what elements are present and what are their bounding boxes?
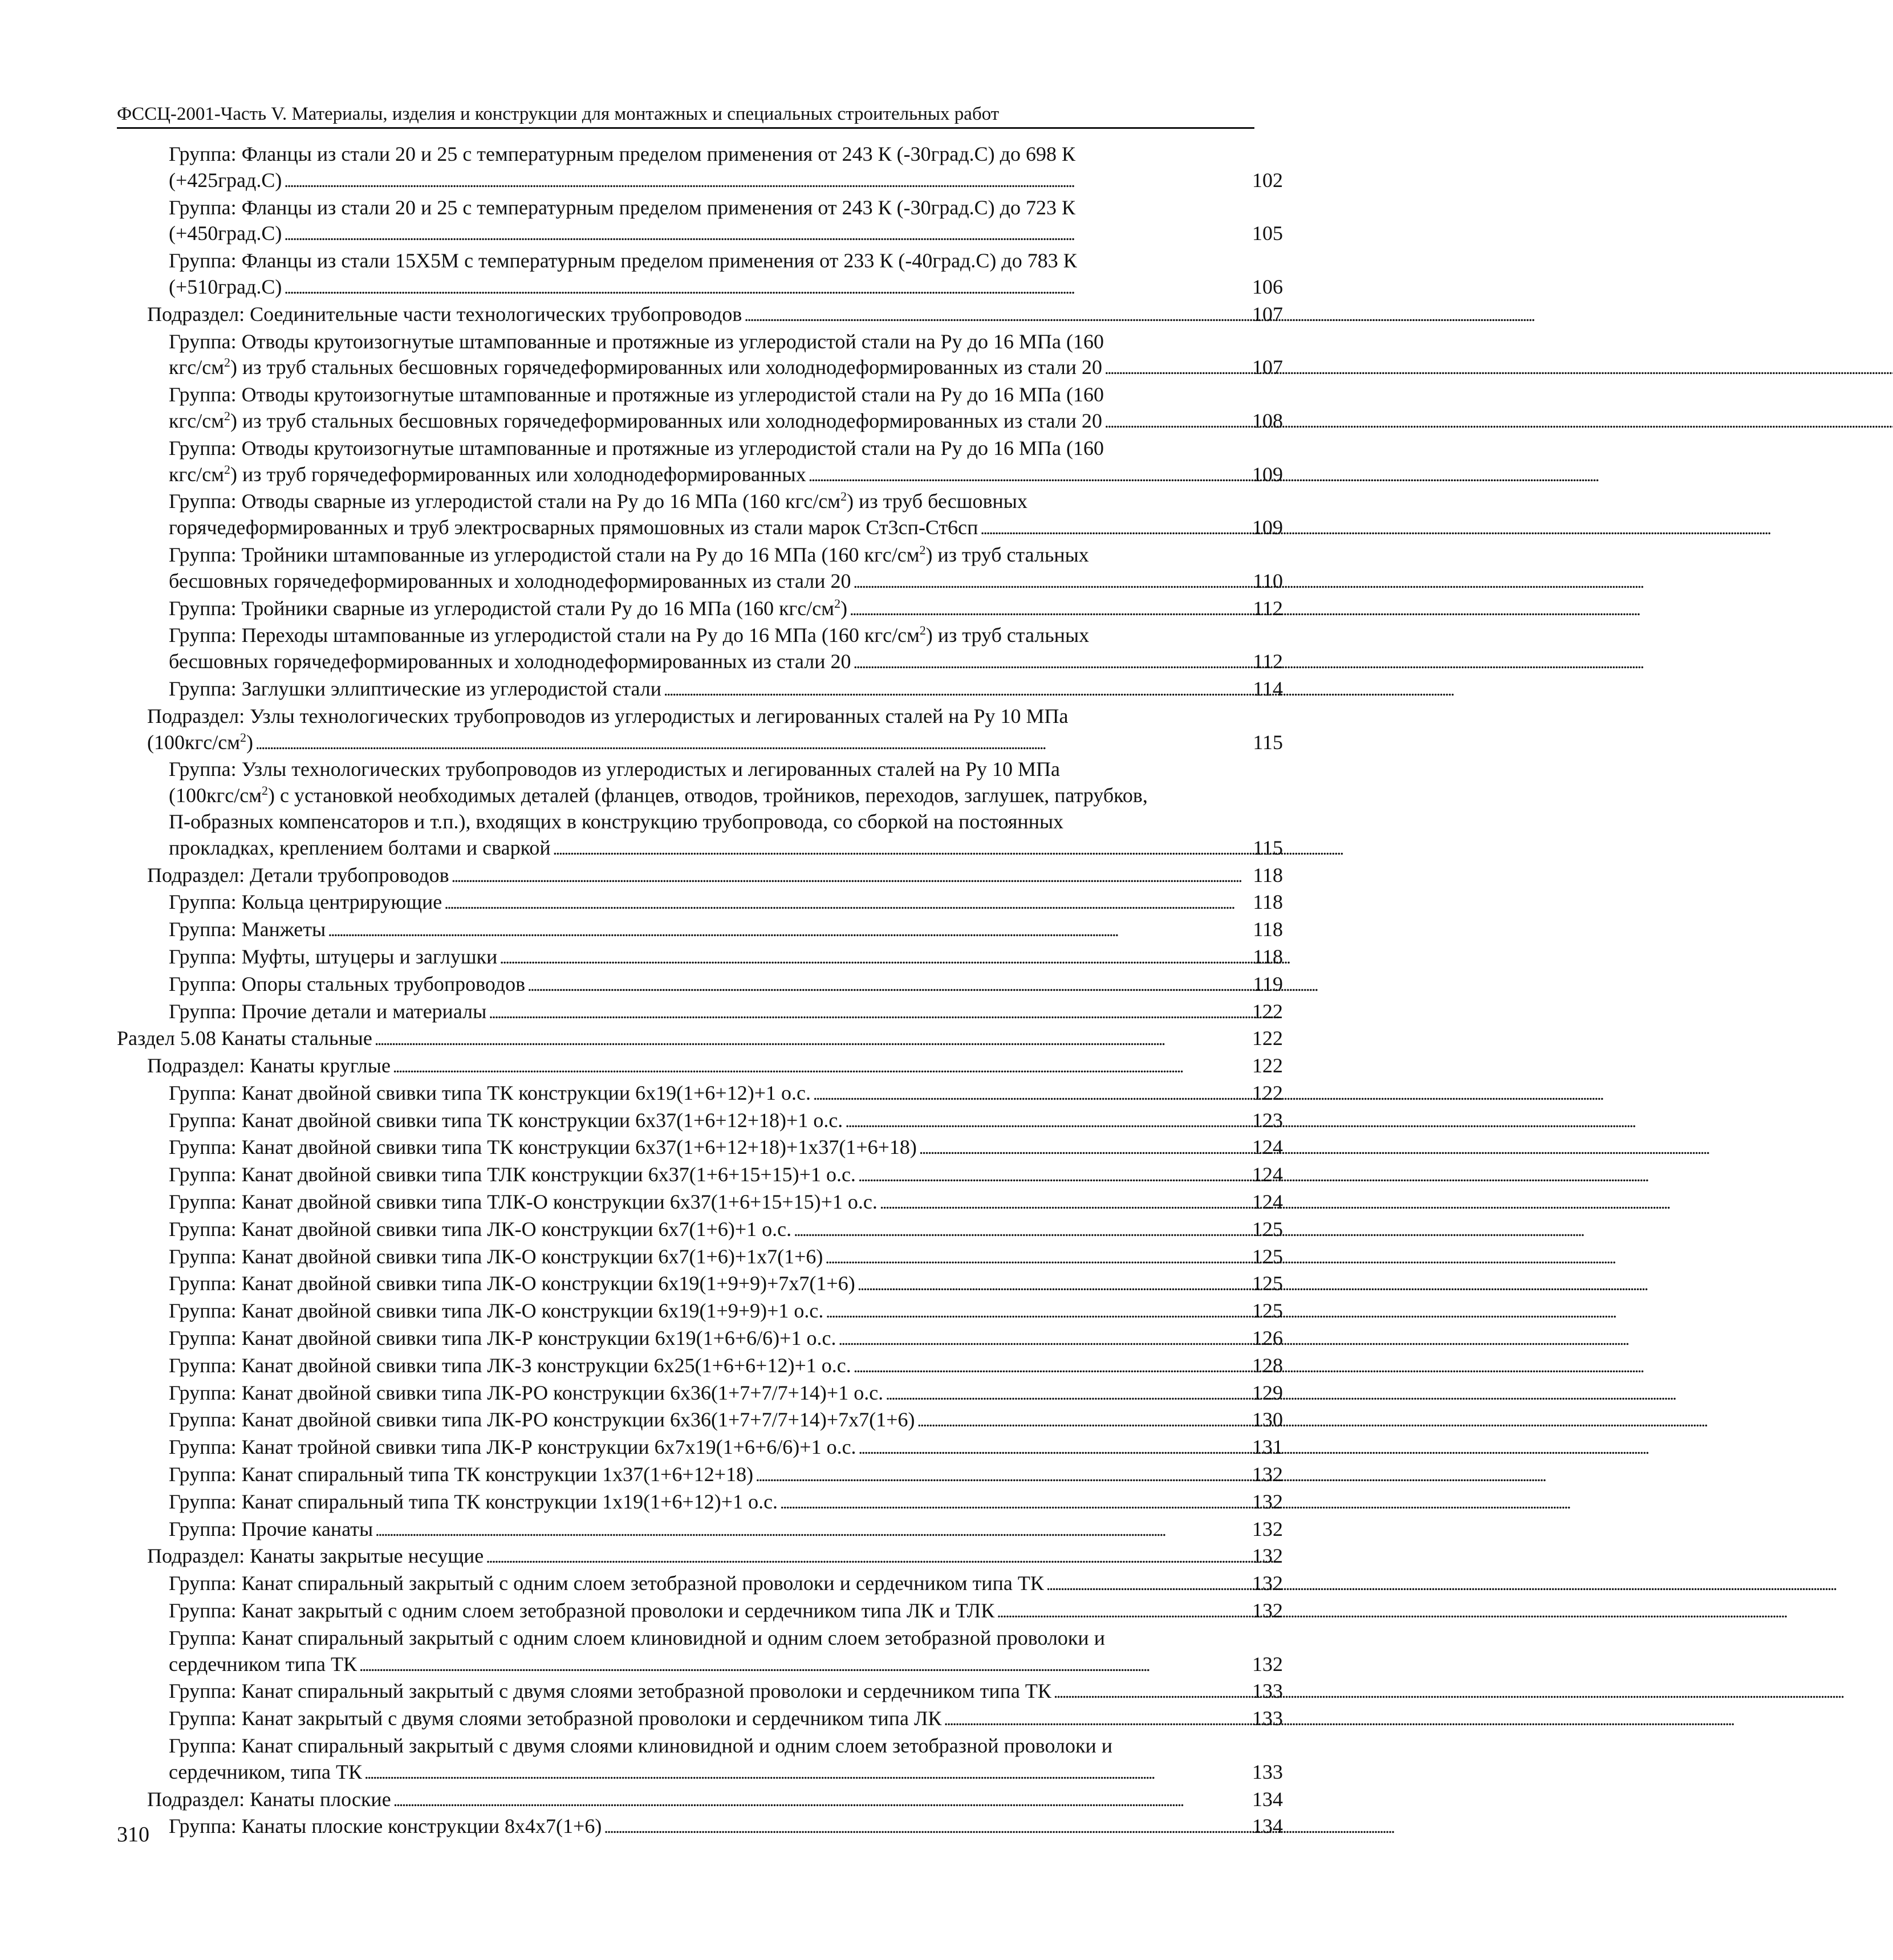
toc-entry (169, 329, 1283, 383)
toc-entry (169, 195, 1283, 249)
toc-entry (169, 489, 1283, 542)
toc-entry (169, 1434, 1283, 1462)
toc-page-number: 132 (1252, 1544, 1283, 1568)
toc-entry-last-line (169, 408, 1283, 436)
toc-entry-line: Группа: Фланцы из стали 15Х5М с температурным пределом применения от 233 К (-40град.С) до 783 К (169, 249, 1077, 273)
toc-page-number: 122 (1252, 1081, 1283, 1104)
toc-entry-last-line (169, 568, 1283, 596)
toc-entry-last-line (169, 1108, 1283, 1135)
toc-entry-title: Группа: Канат двойной свивки типа ЛК-З конструкции 6х25(1+6+6+12)+1 о.с. (169, 1353, 851, 1377)
dot-leader (809, 462, 1246, 489)
table-of-contents (0, 141, 1385, 1841)
dot-leader (489, 999, 1246, 1026)
toc-entry (169, 1217, 1283, 1244)
toc-page-number: 132 (1252, 1599, 1283, 1623)
dot-leader (284, 221, 1246, 248)
toc-entry-last-line (169, 835, 1283, 863)
toc-entry-last-line (169, 1489, 1283, 1516)
toc-page-number: 114 (1253, 677, 1283, 700)
toc-page-number: 129 (1252, 1381, 1283, 1404)
toc-entry-title: Группа: Манжеты (169, 918, 326, 941)
toc-entry-line: Группа: Переходы штампованные из углеродистой стали на Ру до 16 МПа (160 кгс/$см^2$) из труб стальных (169, 623, 1090, 647)
toc-entry-title: Группа: Канат закрытый с двумя слоями зетобразной проволоки и сердечником типа ЛК (169, 1707, 942, 1730)
toc-entry-last-line (169, 1298, 1283, 1325)
toc-page-number: 122 (1252, 1054, 1283, 1077)
toc-page-number: 118 (1253, 863, 1283, 887)
toc-entry (169, 1080, 1283, 1108)
toc-page-number: 118 (1253, 918, 1283, 941)
dot-leader (486, 1543, 1246, 1571)
toc-entry (169, 1162, 1283, 1189)
toc-page-number: 122 (1252, 999, 1283, 1023)
toc-entry-title: кгс/$см^2$) из труб стальных бесшовных горячедеформированных или холоднодеформированных из стали 20 (169, 408, 1103, 432)
toc-entry (169, 944, 1283, 971)
toc-page-number: 125 (1252, 1217, 1283, 1241)
toc-entry-last-line (169, 1434, 1283, 1462)
toc-page-number: 133 (1252, 1760, 1283, 1783)
dot-leader (364, 1759, 1246, 1787)
toc-entry (169, 676, 1283, 704)
toc-entry-last-line (169, 1353, 1283, 1380)
toc-entry-title: Группа: Канат двойной свивки типа ТЛК конструкции 6х37(1+6+15+15)+1 о.с. (169, 1163, 856, 1186)
toc-entry-last-line (169, 649, 1283, 676)
toc-entry-last-line (147, 730, 1283, 757)
toc-entry (169, 1298, 1283, 1325)
toc-entry (169, 1598, 1283, 1625)
toc-entry-title: Группа: Тройники сварные из углеродистой стали Ру до 16 МПа (160 кгс/$см^2$) (169, 596, 848, 620)
toc-entry-title: Группа: Канат двойной свивки типа ЛК-Р конструкции 6х19(1+6+6/6)+1 о.с. (169, 1327, 836, 1350)
toc-entry (169, 1271, 1283, 1298)
toc-entry-title: Группа: Канат закрытый с одним слоем зетобразной проволоки и сердечником типа ЛК и ТЛК (169, 1599, 995, 1623)
toc-page-number: 132 (1252, 1490, 1283, 1513)
toc-entry-title: Группа: Опоры стальных трубопроводов (169, 972, 526, 995)
running-header: ФССЦ-2001-Часть V. Материалы, изделия и конструкции для монтажных и специальных строительных работ (117, 101, 1254, 129)
toc-entry (169, 596, 1283, 623)
dot-leader (744, 302, 1246, 329)
toc-entry-last-line (169, 1678, 1283, 1706)
toc-entry-title: (+510град.С) (169, 275, 282, 298)
toc-entry-title: бесшовных горячедеформированных и холоднодеформированных из стали 20 (169, 650, 851, 673)
toc-entry-title: Группа: Канат двойной свивки типа ТК конструкции 6х37(1+6+12+18)+1 о.с. (169, 1108, 843, 1132)
dot-leader (859, 1434, 1246, 1462)
toc-page-number: 115 (1253, 730, 1283, 754)
dot-leader (255, 730, 1246, 757)
toc-entry (169, 1380, 1283, 1408)
toc-entry (169, 1516, 1283, 1544)
toc-entry (169, 999, 1283, 1026)
toc-page-number: 134 (1252, 1815, 1283, 1838)
toc-page-number: 118 (1253, 945, 1283, 968)
toc-entry (169, 1189, 1283, 1217)
toc-page-number: 134 (1252, 1787, 1283, 1811)
toc-entry-last-line (169, 1813, 1283, 1841)
toc-page-number: 107 (1252, 302, 1283, 326)
toc-entry (147, 704, 1283, 757)
toc-entry (169, 1108, 1283, 1135)
toc-entry (169, 623, 1283, 676)
dot-leader (917, 1407, 1246, 1434)
toc-entry (169, 1813, 1283, 1841)
toc-entry-title: кгс/$см^2$) из труб стальных бесшовных горячедеформированных или холоднодеформированных из стали 20 (169, 355, 1103, 379)
toc-page-number: 102 (1252, 168, 1283, 192)
toc-entry-line: Группа: Отводы крутоизогнутые штампованные и протяжные из углеродистой стали на Ру до 16 МПа (160 (169, 383, 1104, 406)
toc-page-number: 108 (1252, 409, 1283, 432)
dot-leader (919, 1134, 1246, 1162)
toc-entry-last-line (169, 1759, 1283, 1787)
toc-page-number: 124 (1252, 1163, 1283, 1186)
toc-entry-title: Группа: Канат двойной свивки типа ЛК-РО конструкции 6х36(1+7+7/7+14)+7х7(1+6) (169, 1408, 915, 1432)
toc-page-number: 125 (1252, 1245, 1283, 1268)
dot-leader (885, 1380, 1246, 1408)
dot-leader (375, 1026, 1246, 1053)
toc-entry (169, 1407, 1283, 1434)
toc-entry-line: Группа: Тройники штампованные из углеродистой стали на Ру до 16 МПа (160 кгс/$см^2$) из труб стальных (169, 542, 1089, 566)
toc-entry-last-line (147, 302, 1283, 329)
toc-page-number: 109 (1252, 462, 1283, 486)
toc-entry-title: Группа: Канат спиральный типа ТК конструкции 1х37(1+6+12+18) (169, 1463, 754, 1486)
toc-entry (169, 1325, 1283, 1353)
toc-entry-title: Группа: Канат двойной свивки типа ЛК-О конструкции 6х7(1+6)+1 о.с. (169, 1217, 792, 1241)
toc-page-number: 124 (1252, 1190, 1283, 1214)
toc-entry-title: Подраздел: Детали трубопроводов (147, 863, 449, 887)
toc-entry-last-line (169, 1598, 1283, 1625)
toc-entry-title: Группа: Канат двойной свивки типа ЛК-О конструкции 6х19(1+9+9)+1 о.с. (169, 1299, 824, 1323)
toc-entry (169, 1134, 1283, 1162)
toc-entry (169, 1244, 1283, 1271)
toc-page-number: 119 (1253, 972, 1283, 995)
toc-entry-title: Группа: Прочие детали и материалы (169, 999, 487, 1023)
toc-entry-last-line (169, 1407, 1283, 1434)
toc-entry-last-line (169, 1080, 1283, 1108)
toc-entry-title: Группа: Муфты, штуцеры и заглушки (169, 945, 498, 968)
dot-leader (858, 1162, 1246, 1189)
toc-entry-last-line (169, 1706, 1283, 1733)
dot-leader (850, 596, 1246, 623)
toc-page-number: 128 (1252, 1353, 1283, 1377)
toc-entry (147, 1543, 1283, 1571)
toc-entry-last-line (169, 676, 1283, 704)
toc-entry-title: $(100кгс/см^2)$ (147, 730, 253, 754)
dot-leader (880, 1189, 1246, 1217)
toc-entry-last-line (169, 1271, 1283, 1298)
toc-entry-title: Группа: Заглушки эллиптические из углеродистой стали (169, 677, 662, 700)
toc-page-number: 109 (1252, 516, 1283, 539)
toc-entry-line: Группа: Узлы технологических трубопроводов из углеродистых и легированных сталей на Ру 10 МПа (169, 758, 1061, 781)
dot-leader (393, 1787, 1246, 1814)
dot-leader (375, 1516, 1246, 1544)
toc-entry-line: Группа: Фланцы из стали 20 и 25 с температурным пределом применения от 243 К (-30град.С) до 723 К (169, 196, 1075, 219)
dot-leader (794, 1217, 1246, 1244)
toc-entry-title: сердечником, типа ТК (169, 1760, 362, 1783)
toc-entry-last-line (169, 917, 1283, 944)
toc-entry-title: (+425град.С) (169, 168, 282, 192)
toc-entry-last-line (169, 1189, 1283, 1217)
toc-entry-title: Группа: Канат двойной свивки типа ТЛК-О конструкции 6х37(1+6+15+15)+1 о.с. (169, 1190, 878, 1214)
toc-entry-last-line (169, 515, 1283, 542)
dot-leader (755, 1462, 1246, 1489)
toc-page-number: 124 (1252, 1136, 1283, 1159)
toc-entry-last-line (169, 1162, 1283, 1189)
dot-leader (838, 1325, 1246, 1353)
toc-page-number: 132 (1252, 1463, 1283, 1486)
toc-entry-last-line (169, 1244, 1283, 1271)
toc-entry-title: Подраздел: Канаты круглые (147, 1054, 391, 1077)
dot-leader (825, 1244, 1246, 1271)
toc-entry-last-line (169, 1325, 1283, 1353)
dot-leader (944, 1706, 1246, 1733)
toc-entry-title: Группа: Канат двойной свивки типа ЛК-О конструкции 6х19(1+9+9)+7х7(1+6) (169, 1272, 855, 1295)
dot-leader (858, 1271, 1246, 1298)
toc-entry-last-line (169, 1134, 1283, 1162)
toc-entry (169, 1571, 1283, 1598)
toc-entry-last-line (169, 1516, 1283, 1544)
dot-leader (527, 971, 1246, 999)
toc-entry-title: (+450град.С) (169, 222, 282, 245)
toc-entry-title: Группа: Прочие канаты (169, 1517, 373, 1540)
toc-entry-last-line (169, 999, 1283, 1026)
toc-entry-title: кгс/$см^2$) из труб горячедеформированных или холоднодеформированных (169, 462, 806, 486)
toc-entry-title: горячедеформированных и труб электросварных прямошовных из стали марок Ст3сп-Ст6сп (169, 516, 978, 539)
dot-leader (444, 889, 1246, 917)
toc-entry-title: Группа: Кольца центрирующие (169, 890, 442, 914)
dot-leader (604, 1813, 1246, 1841)
toc-entry-line: П-образных компенсаторов и т.п.), входящих в конструкцию трубопровода, со сборкой на постоянных (169, 810, 1064, 833)
dot-leader (359, 1652, 1246, 1679)
toc-entry-last-line (169, 1217, 1283, 1244)
toc-entry-title: бесшовных горячедеформированных и холоднодеформированных из стали 20 (169, 569, 851, 592)
toc-entry-last-line (169, 944, 1283, 971)
toc-entry-title: Подраздел: Канаты плоские (147, 1787, 391, 1811)
toc-entry (147, 863, 1283, 890)
toc-entry-last-line (169, 971, 1283, 999)
toc-page-number: 125 (1252, 1299, 1283, 1323)
dot-leader (854, 649, 1246, 676)
toc-entry-title: Группа: Канат спиральный закрытый с двумя слоями зетобразной проволоки и сердечником типа ТК (169, 1680, 1051, 1703)
toc-page-number: 107 (1252, 356, 1283, 379)
dot-leader (997, 1598, 1246, 1625)
toc-entry-title: Группа: Канаты плоские конструкции 8х4х7(1+6) (169, 1815, 602, 1838)
dot-leader (499, 944, 1246, 971)
toc-entry (169, 382, 1283, 436)
toc-entry (117, 1026, 1283, 1053)
dot-leader (1104, 408, 1246, 436)
toc-page-number: 126 (1252, 1327, 1283, 1350)
dot-leader (452, 863, 1246, 890)
toc-entry-line: Подраздел: Узлы технологических трубопроводов из углеродистых и легированных сталей на Ру 10 МПа (147, 704, 1069, 727)
toc-entry-line: Группа: Фланцы из стали 20 и 25 с температурным пределом применения от 243 К (-30град.С) до 698 К (169, 143, 1075, 165)
dot-leader (854, 568, 1246, 596)
toc-entry-title: Группа: Канат двойной свивки типа ТК конструкции 6х19(1+6+12)+1 о.с. (169, 1081, 811, 1104)
toc-page-number: 132 (1252, 1517, 1283, 1540)
dot-leader (813, 1080, 1246, 1108)
toc-entry-title: Подраздел: Соединительные части технологических трубопроводов (147, 302, 742, 326)
dot-leader (284, 168, 1246, 195)
toc-entry (147, 302, 1283, 329)
toc-page-number: 133 (1252, 1680, 1283, 1703)
toc-entry-line: Группа: Отводы крутоизогнутые штампованные и протяжные из углеродистой стали на Ру до 16 МПа (160 (169, 330, 1104, 353)
dot-leader (1104, 355, 1246, 382)
toc-entry (169, 1353, 1283, 1380)
toc-entry (169, 971, 1283, 999)
dot-leader (393, 1053, 1246, 1080)
dot-leader (980, 515, 1246, 542)
toc-entry-last-line (117, 1026, 1283, 1053)
toc-entry-last-line (169, 596, 1283, 623)
toc-entry (169, 1706, 1283, 1733)
dot-leader (845, 1108, 1246, 1135)
toc-entry-title: Группа: Канат спиральный типа ТК конструкции 1х19(1+6+12)+1 о.с. (169, 1490, 778, 1513)
toc-entry-last-line (169, 462, 1283, 489)
dot-leader (780, 1489, 1246, 1516)
toc-entry (169, 1678, 1283, 1706)
toc-entry (169, 1733, 1283, 1787)
toc-entry-title: Группа: Канат спиральный закрытый с одним слоем зетобразной проволоки и сердечником типа ТК (169, 1572, 1044, 1595)
toc-entry-last-line (169, 1571, 1283, 1598)
toc-entry-last-line (147, 1787, 1283, 1814)
toc-entry (169, 889, 1283, 917)
toc-entry-line: $(100кгс/см^2)$ с установкой необходимых деталей (фланцев, отводов, тройников, переходов, заглушек, патрубков, (169, 783, 1148, 807)
toc-entry-last-line (169, 221, 1283, 248)
toc-page-number: 133 (1252, 1707, 1283, 1730)
toc-page-number: 115 (1253, 836, 1283, 859)
toc-entry-last-line (147, 1543, 1283, 1571)
toc-entry-title: прокладках, креплением болтами и сваркой (169, 836, 551, 859)
toc-entry (169, 917, 1283, 944)
toc-entry (147, 1787, 1283, 1814)
toc-page-number: 106 (1252, 275, 1283, 298)
dot-leader (664, 676, 1246, 704)
toc-page-number: 132 (1252, 1572, 1283, 1595)
toc-page-number: 118 (1253, 890, 1283, 914)
toc-entry-line: Группа: Канат спиральный закрытый с двумя слоями клиновидной и одним слоем зетобразной проволоки и (169, 1734, 1113, 1758)
toc-page-number: 123 (1252, 1108, 1283, 1132)
dot-leader (854, 1353, 1246, 1380)
toc-entry-last-line (169, 1652, 1283, 1679)
toc-entry-title: Группа: Канат двойной свивки типа ЛК-РО конструкции 6х36(1+7+7/7+14)+1 о.с. (169, 1381, 884, 1404)
toc-entry-last-line (147, 1053, 1283, 1080)
toc-page-number: 122 (1252, 1027, 1283, 1050)
toc-entry-title: Раздел 5.08 Канаты стальные (117, 1027, 372, 1050)
toc-entry-line: Группа: Отводы сварные из углеродистой стали на Ру до 16 МПа (160 кгс/$см^2$) из труб бесшовных (169, 489, 1027, 513)
page-number: 310 (117, 1823, 149, 1847)
toc-entry-title: Группа: Канат тройной свивки типа ЛК-Р конструкции 6х7х19(1+6+6/6)+1 о.с. (169, 1436, 856, 1459)
toc-entry-last-line (169, 1380, 1283, 1408)
dot-leader (1054, 1678, 1246, 1706)
toc-page-number: 130 (1252, 1408, 1283, 1432)
toc-entry-last-line (169, 355, 1283, 382)
toc-entry (169, 542, 1283, 596)
toc-entry-line: Группа: Канат спиральный закрытый с одним слоем клиновидной и одним слоем зетобразной проволоки и (169, 1626, 1105, 1649)
toc-entry-title: Группа: Канат двойной свивки типа ЛК-О конструкции 6х7(1+6)+1х7(1+6) (169, 1245, 823, 1268)
toc-entry (147, 1053, 1283, 1080)
toc-entry (169, 1625, 1283, 1679)
toc-entry (169, 436, 1283, 489)
toc-entry-last-line (169, 168, 1283, 195)
toc-entry-last-line (147, 863, 1283, 890)
dot-leader (284, 274, 1246, 302)
toc-entry-title: сердечником типа ТК (169, 1652, 357, 1676)
toc-entry (169, 1462, 1283, 1489)
toc-entry-last-line (169, 1462, 1283, 1489)
toc-entry (169, 248, 1283, 302)
toc-page-number: 132 (1252, 1652, 1283, 1676)
toc-page-number: 112 (1253, 650, 1283, 673)
toc-page-number: 131 (1252, 1436, 1283, 1459)
toc-page-number: 112 (1253, 596, 1283, 620)
dot-leader (328, 917, 1246, 944)
toc-page-number: 105 (1252, 222, 1283, 245)
toc-entry-title: Подраздел: Канаты закрытые несущие (147, 1544, 484, 1568)
toc-entry-last-line (169, 274, 1283, 302)
toc-entry (169, 1489, 1283, 1516)
toc-entry-line: Группа: Отводы крутоизогнутые штампованные и протяжные из углеродистой стали на Ру до 16 МПа (160 (169, 436, 1104, 459)
toc-page-number: 110 (1253, 569, 1283, 592)
toc-entry-title: Группа: Канат двойной свивки типа ТК конструкции 6х37(1+6+12+18)+1х37(1+6+18) (169, 1136, 917, 1159)
dot-leader (826, 1298, 1246, 1325)
toc-entry (169, 757, 1283, 862)
dot-leader (553, 835, 1246, 863)
toc-entry-last-line (169, 889, 1283, 917)
dot-leader (1046, 1571, 1246, 1598)
toc-entry (169, 141, 1283, 195)
toc-page-number: 125 (1252, 1272, 1283, 1295)
